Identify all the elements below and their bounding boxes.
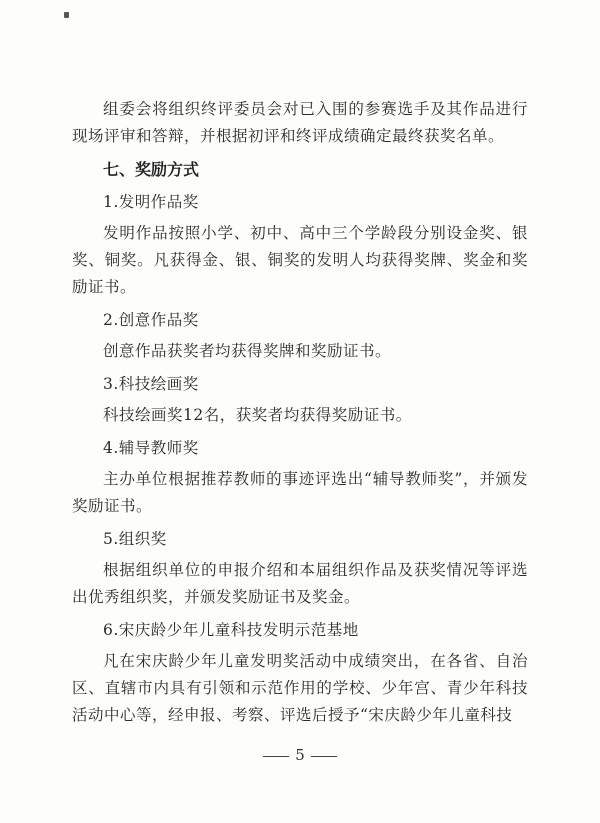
page-number <box>0 746 600 764</box>
subheading-teacher-award: 4.辅导教师奖 <box>103 439 199 457</box>
subheading-invention-award: 1.发明作品奖 <box>103 193 199 211</box>
subheading-creative-award: 2.创意作品奖 <box>103 311 199 329</box>
paragraph-creative-award: 创意作品获奖者均获得奖牌和奖励证书。 <box>103 342 392 360</box>
page-number-value: 5 <box>295 746 305 764</box>
subheading-demo-base: 6.宋庆龄少年儿童科技发明示范基地 <box>103 621 359 639</box>
paragraph-organization-award: 根据组织单位的申报介绍和本届组织作品及获奖情况等评选出优秀组织奖，并颁发奖励证书及奖金。 <box>72 561 528 606</box>
section-heading-awards: 七、奖励方式 <box>103 160 200 179</box>
paragraph-final-review: 组委会将组织终评委员会对已入围的参赛选手及其作品进行现场评审和答辩，并根据初评和终评成绩确定最终获奖名单。 <box>72 100 528 145</box>
paragraph-teacher-award: 主办单位根据推荐教师的事迹评选出“辅导教师奖”，并颁发奖励证书。 <box>72 470 528 515</box>
paragraph-painting-award: 科技绘画奖12名，获奖者均获得奖励证书。 <box>103 406 412 424</box>
document-body <box>72 96 528 729</box>
subheading-painting-award: 3.科技绘画奖 <box>103 375 199 393</box>
scan-mark <box>64 12 69 18</box>
subheading-organization-award: 5.组织奖 <box>103 530 167 548</box>
paragraph-demo-base: 凡在宋庆龄少年儿童发明奖活动中成绩突出，在各省、自治区、直辖市内具有引领和示范作用的学校、少年宫、青少年科技活动中心等，经申报、考察、评选后授予“宋庆龄少年儿童科技 <box>72 652 528 724</box>
paragraph-invention-award: 发明作品按照小学、初中、高中三个学龄段分别设金奖、银奖、铜奖。凡获得金、银、铜奖的发明人均获得奖牌、奖金和奖励证书。 <box>72 224 528 296</box>
page-number-dash-right <box>311 756 337 757</box>
page-number-dash-left <box>263 756 289 757</box>
